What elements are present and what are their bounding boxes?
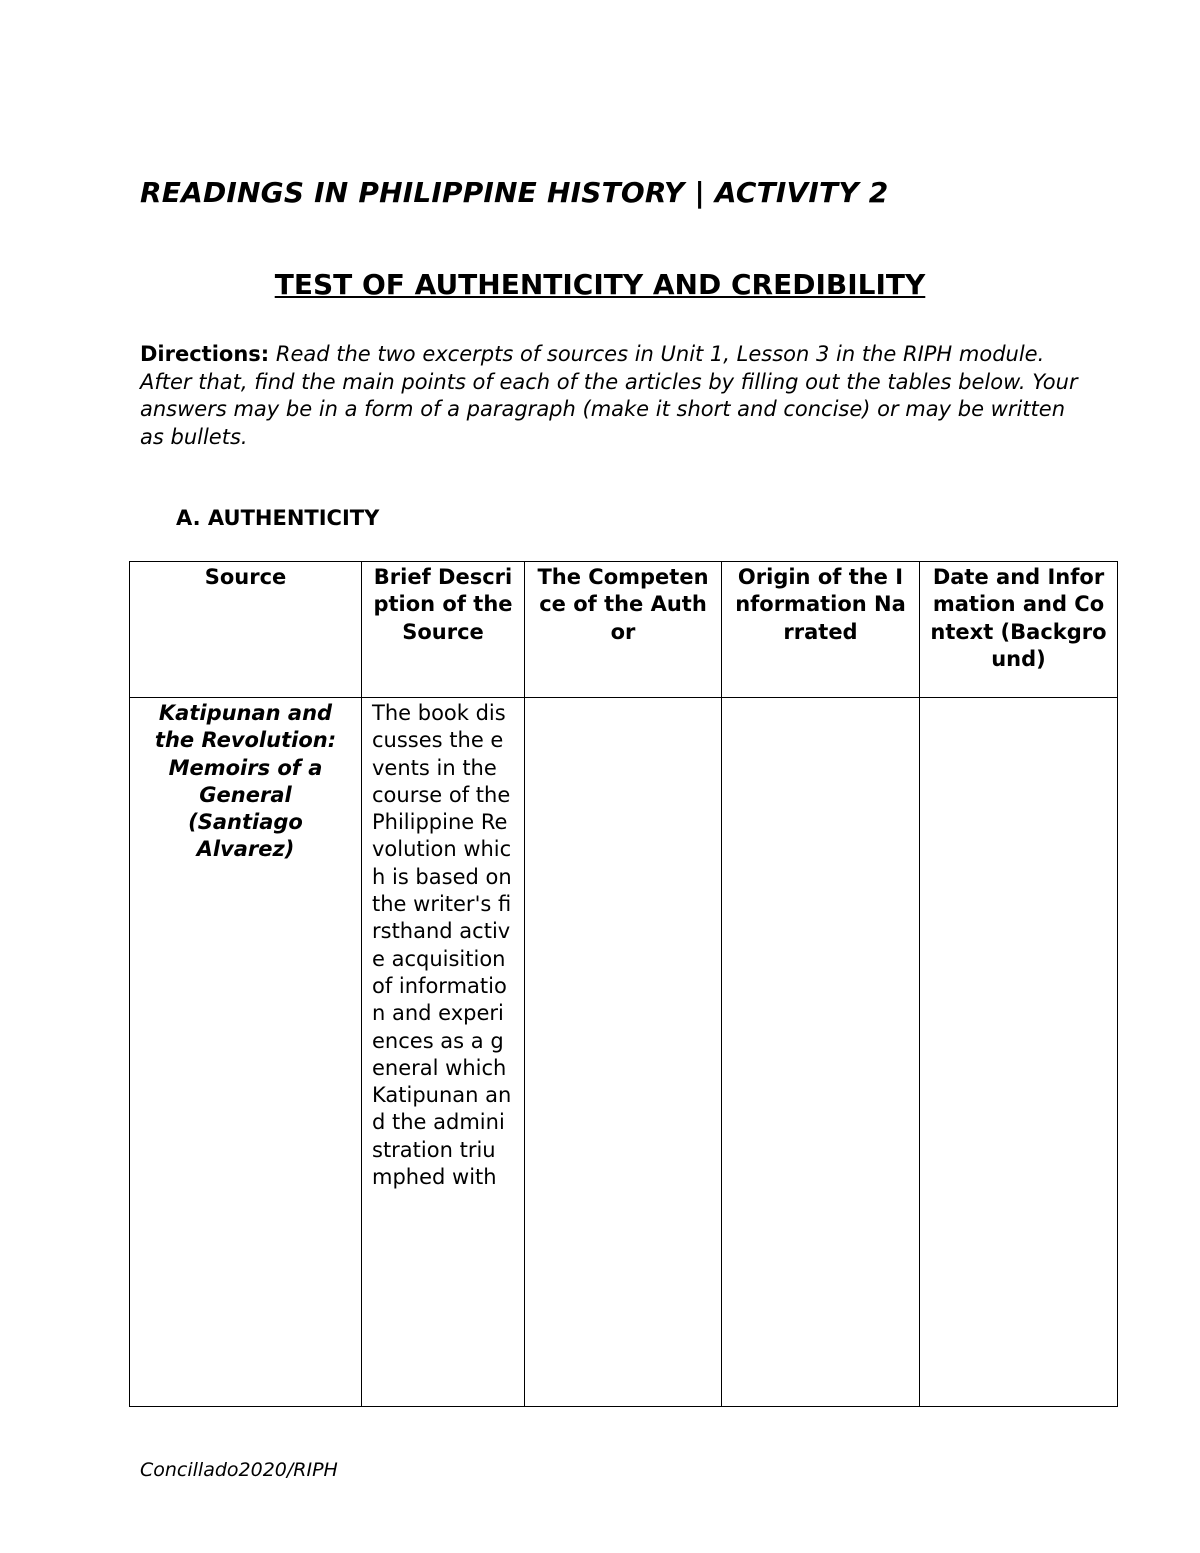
directions-paragraph (140, 341, 1080, 451)
origin-cell (722, 698, 920, 1407)
competence-cell (525, 698, 722, 1407)
section-heading-authenticity: A. AUTHENTICITY (176, 506, 380, 530)
header-source: Source (130, 562, 362, 698)
document-title: READINGS IN PHILIPPINE HISTORY | ACTIVITY 2 (140, 176, 889, 209)
directions-label: Directions: (140, 342, 270, 366)
page-footer: Concillado2020/RIPH (140, 1459, 338, 1481)
date-context-cell (920, 698, 1118, 1407)
header-competence-of-author: The Competence of the Author (525, 562, 722, 698)
header-origin-of-information: Origin of the Information Narrated (722, 562, 920, 698)
source-cell: Katipunan and the Revolution: Memoirs of a General (Santiago Alvarez) (130, 698, 362, 1407)
table-header-row (130, 562, 1118, 698)
directions-text: Read the two excerpts of sources in Unit 1, Lesson 3 in the RIPH module. After that, find the main points of each of the articles by filling out the tables below. Your answers may be in a form of a paragraph (make it short and concise) or may be written as bullets. (140, 342, 1078, 449)
table-row (130, 698, 1118, 1407)
header-brief-description: Brief Description of the Source (362, 562, 525, 698)
activity-subtitle: TEST OF AUTHENTICITY AND CREDIBILITY (274, 268, 926, 301)
description-cell: The book discusses the events in the course of the Philippine Revolution which is based on the writer's firsthand active acquisition of information and experiences as a general which Katipunan and the administration triumphed with (362, 698, 525, 1407)
authenticity-table (129, 561, 1118, 1407)
header-date-and-context: Date and Information and Context (Background) (920, 562, 1118, 698)
